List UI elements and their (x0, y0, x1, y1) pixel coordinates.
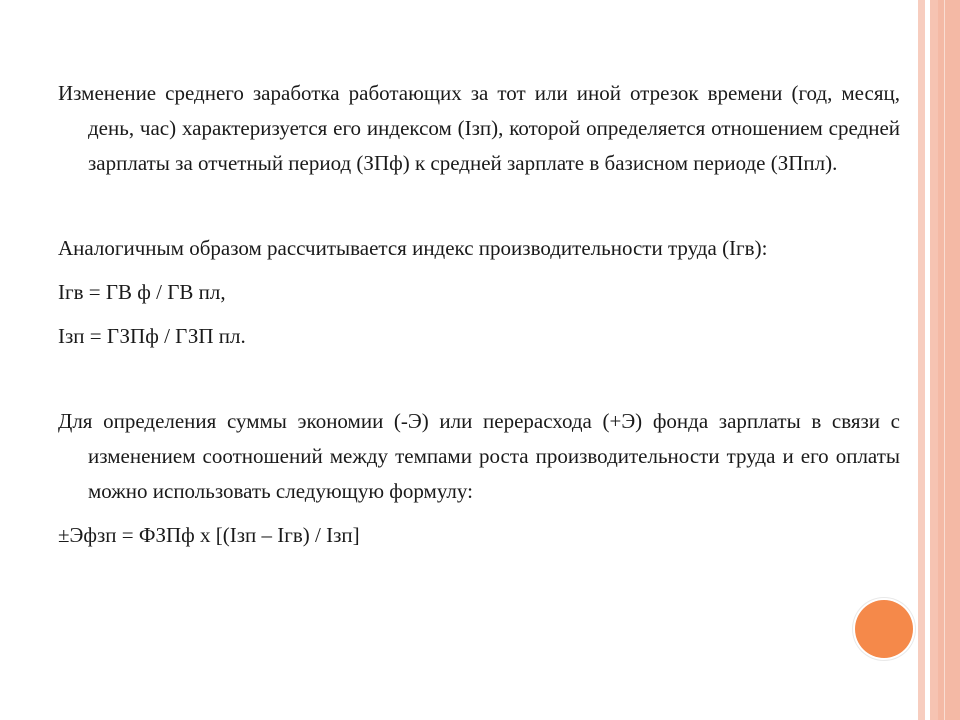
formula-salary: Iзп = ГЗПф / ГЗП пл. (58, 324, 246, 348)
decorative-circle (855, 600, 913, 658)
formula-savings: ±Эфзп = ФЗПф х [(Iзп – Iгв) / Iзп] (58, 523, 360, 547)
border-stripe-dark (938, 0, 960, 720)
spacer (58, 266, 900, 275)
border-stripe-mid (930, 0, 938, 720)
paragraph-productivity-index: Аналогичным образом рассчитывается индекс производительности труда (Iгв): (58, 236, 768, 260)
paragraph-salary-index: Изменение среднего заработка работающих за тот или иной отрезок времени (год, месяц, день, час) характеризуется его индексом (Iзп), которой определяется отношением средней зарплаты за отчетный период (ЗПф) к средней зарплате в базисном периоде (ЗПпл). (58, 81, 900, 175)
formula-productivity: Iгв = ГВ ф / ГВ пл, (58, 280, 226, 304)
spacer (58, 310, 900, 319)
border-stripe-light (918, 0, 925, 720)
spacer (58, 509, 900, 518)
border-stripe-line (944, 0, 945, 720)
spacer (58, 181, 900, 231)
spacer (58, 354, 900, 404)
paragraph-savings: Для определения суммы экономии (-Э) или перерасхода (+Э) фонда зарплаты в связи с изменением соотношений между темпами роста производительности труда и его оплаты можно использовать следующую формулу: (58, 409, 900, 503)
slide-body (58, 76, 900, 553)
